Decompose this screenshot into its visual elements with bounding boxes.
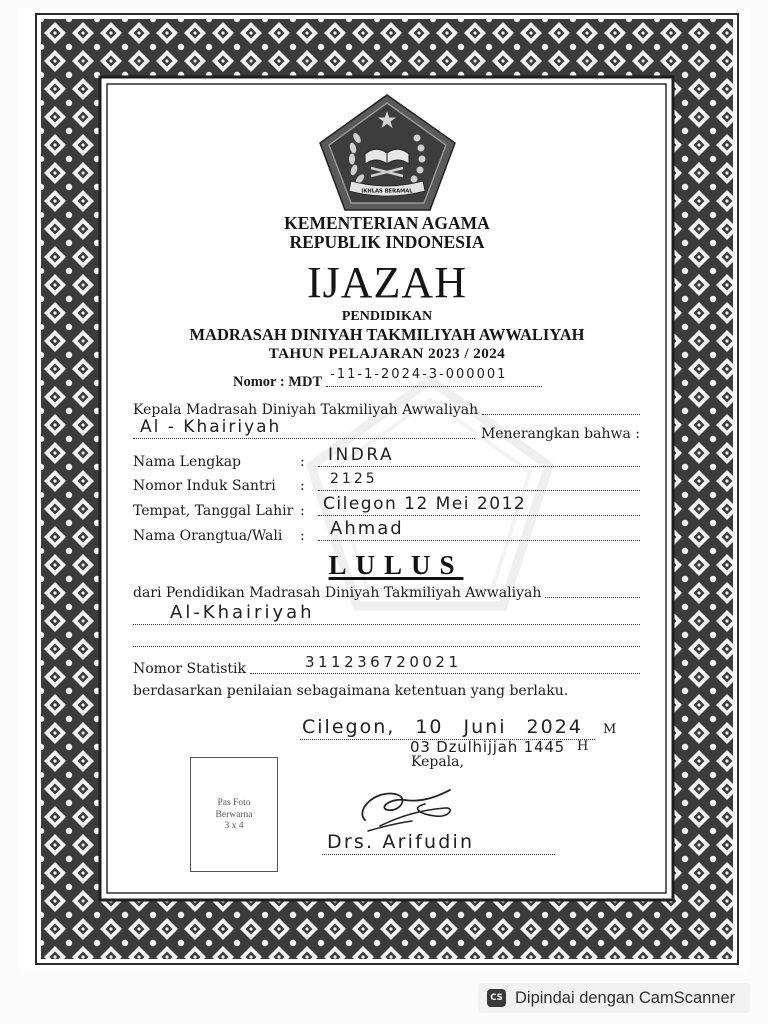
dotted-leader xyxy=(133,602,640,625)
ministry-name: KEMENTERIAN AGAMA xyxy=(284,213,490,233)
camscanner-logo-icon: CS xyxy=(487,989,506,1007)
signer-name-value: Drs. Arifudin xyxy=(327,831,475,853)
dotted-leader xyxy=(482,414,640,415)
dotted-leader xyxy=(250,653,640,674)
photo-line: Pas Foto xyxy=(217,798,251,808)
field-label: Nama Lengkap xyxy=(133,454,242,470)
basis-text: berdasarkan penilaian sebagaimana ketentuan yang berlaku. xyxy=(133,683,569,699)
academic-year: TAHUN PELAJARAN 2023 / 2024 xyxy=(268,346,506,362)
emblem-motto: IKHLAS BERAMAL xyxy=(361,188,413,195)
certificate-number-value: -11-1-2024-3-000001 xyxy=(330,367,508,382)
field-row-parent xyxy=(133,518,640,546)
signer-role: Kepala, xyxy=(411,754,464,770)
hijri-suffix: H xyxy=(577,739,589,754)
program-row xyxy=(133,583,640,603)
declares-label: Menerangkan bahwa : xyxy=(480,426,640,442)
gregorian-suffix: M xyxy=(603,722,617,737)
dotted-leader xyxy=(318,471,640,491)
statistic-number-value: 311236720021 xyxy=(304,653,462,671)
field-row-student-id xyxy=(133,471,640,496)
dotted-leader xyxy=(318,494,640,516)
program-label: dari Pendidikan Madrasah Diniyah Takmiliyah Awwaliyah xyxy=(133,585,542,601)
completion-school-row xyxy=(133,602,640,630)
field-separator: : xyxy=(300,528,305,544)
certificate-number-row xyxy=(233,367,542,392)
field-row-full-name xyxy=(133,445,640,472)
photo-placeholder xyxy=(190,757,278,872)
head-statement-label: Kepala Madrasah Diniyah Takmiliyah Awwaliyah xyxy=(133,402,479,418)
result-status: LULUS xyxy=(328,550,464,580)
school-declaration-row xyxy=(133,417,640,444)
dotted-leader xyxy=(133,417,475,439)
parent-name-value: Ahmad xyxy=(330,518,404,539)
birth-place-date-value: Cilegon 12 Mei 2012 xyxy=(323,494,527,514)
statistic-label: Nomor Statistik xyxy=(133,661,246,677)
dotted-leader xyxy=(133,646,640,647)
dotted-leader xyxy=(326,367,542,387)
scanner-watermark-text: Dipindai dengan CamScanner xyxy=(515,989,736,1007)
institution-type: MADRASAH DINIYAH TAKMILIYAH AWWALIYAH xyxy=(189,325,585,344)
photo-placeholder-text xyxy=(191,798,277,833)
education-label: PENDIDIKAN xyxy=(341,309,433,324)
dotted-leader xyxy=(322,854,555,855)
school-name-value: Al - Khairiyah xyxy=(140,417,282,437)
place-date-value: Cilegon, 10 Juni 2024 xyxy=(302,716,583,738)
dotted-leader xyxy=(545,597,640,598)
field-label: Nama Orangtua/Wali xyxy=(133,528,283,544)
ministry-emblem xyxy=(315,90,460,215)
dotted-leader xyxy=(318,518,640,541)
hijri-date-value: 03 Dzulhijjah 1445 xyxy=(410,738,566,756)
field-separator: : xyxy=(300,503,305,519)
scanner-watermark xyxy=(478,983,750,1013)
dotted-leader xyxy=(318,445,640,467)
full-name-value: INDRA xyxy=(328,445,395,465)
photo-line: Berwarna xyxy=(215,809,253,820)
field-separator: : xyxy=(300,478,305,494)
photo-line: 3 x 4 xyxy=(224,821,244,831)
completion-school-value: Al-Khairiyah xyxy=(170,602,315,623)
document-title: IJAZAH xyxy=(307,258,467,307)
blank-row xyxy=(133,632,640,652)
field-separator: : xyxy=(300,454,305,470)
basis-row xyxy=(133,681,640,701)
signature xyxy=(350,780,460,835)
field-label: Nomor Induk Santri xyxy=(133,478,276,494)
student-id-value: 2125 xyxy=(330,471,378,487)
country-name: REPUBLIK INDONESIA xyxy=(289,232,485,252)
field-label: Tempat, Tanggal Lahir xyxy=(133,503,294,519)
statistic-row xyxy=(133,653,640,679)
certificate-number-label: Nomor : MDT xyxy=(233,374,323,390)
